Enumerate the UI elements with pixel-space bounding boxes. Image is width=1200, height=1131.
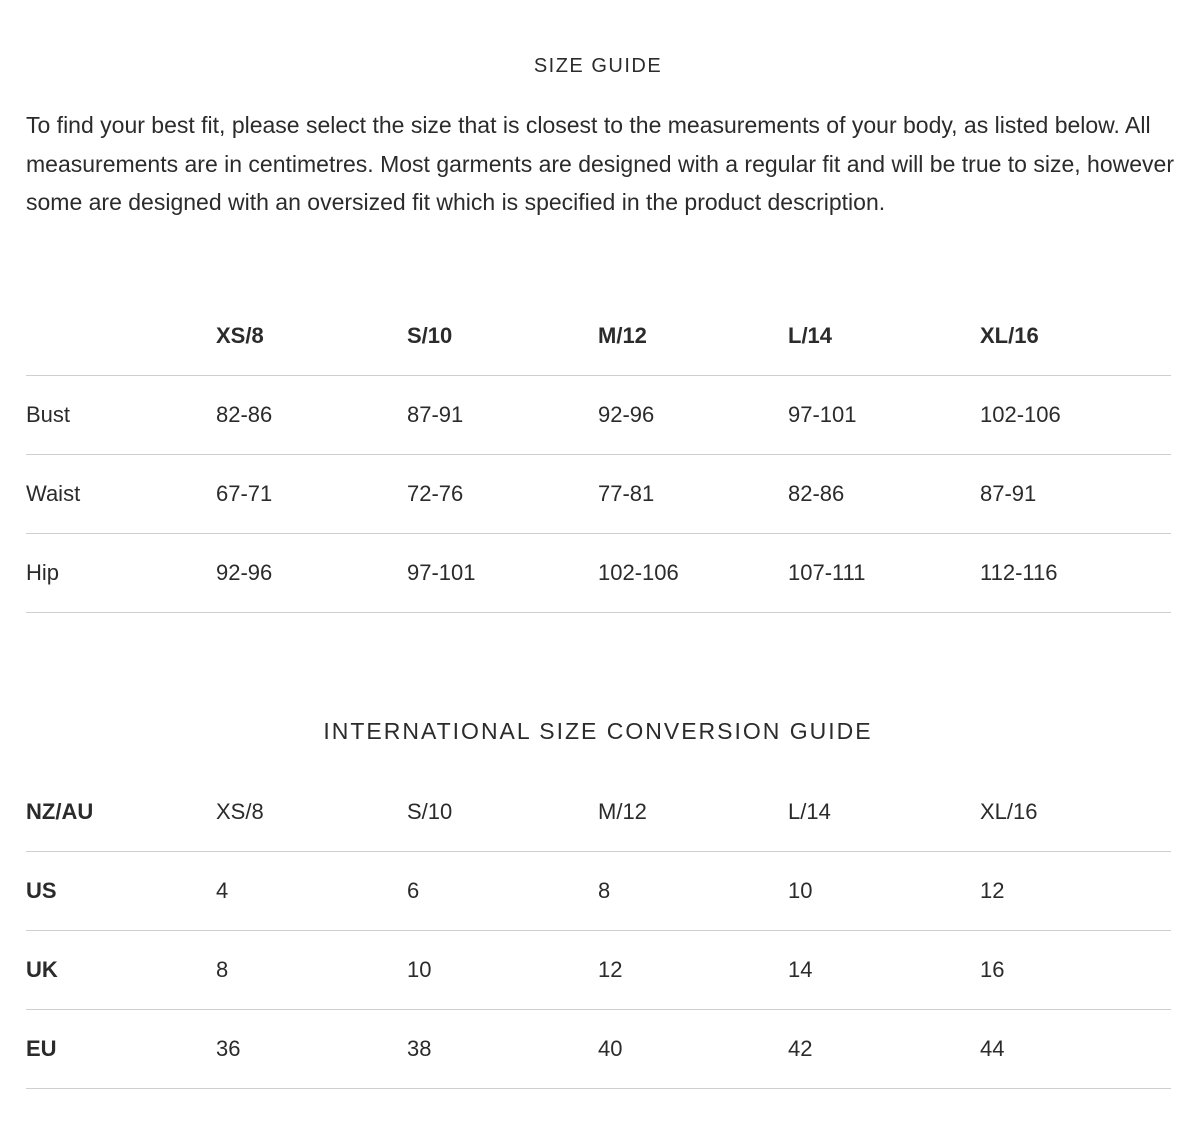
row-label: Waist — [26, 481, 81, 506]
table-cell: 12 — [598, 957, 623, 982]
table-cell: 82-86 — [216, 402, 273, 427]
table-cell: 38 — [407, 1036, 432, 1061]
table-cell: 72-76 — [407, 481, 464, 506]
table-cell: 16 — [980, 957, 1005, 982]
table-cell: XL/16 — [980, 799, 1038, 824]
table-cell: 112-116 — [980, 560, 1058, 585]
conversion-guide-title: INTERNATIONAL SIZE CONVERSION GUIDE — [323, 718, 873, 744]
row-label: US — [26, 878, 57, 903]
table-cell: 107-111 — [788, 560, 866, 585]
table-row-nzau — [26, 773, 1171, 852]
size-guide-intro: To find your best fit, please select the size that is closest to the measurements of your body, as listed below. All measurements are in centimetres. Most garments are designed with a regular fit and will be true to size, however some are designed with an oversized fit which is specified in the product description. — [26, 112, 1174, 215]
table-cell: 8 — [598, 878, 611, 903]
table-row-bust — [26, 376, 1171, 455]
table-cell: 77-81 — [598, 481, 655, 506]
table-cell: 92-96 — [216, 560, 273, 585]
table-cell: 97-101 — [407, 560, 476, 585]
table-cell: 40 — [598, 1036, 623, 1061]
table-row-eu — [26, 1010, 1171, 1089]
table-cell: 4 — [216, 878, 229, 903]
table-cell: 97-101 — [788, 402, 857, 427]
table-cell: 87-91 — [407, 402, 464, 427]
row-label: UK — [26, 957, 58, 982]
header-cell-l14: L/14 — [788, 322, 833, 348]
table-cell: 44 — [980, 1036, 1005, 1061]
table-cell: XS/8 — [216, 799, 264, 824]
table-cell: 14 — [788, 957, 813, 982]
size-guide-title: SIZE GUIDE — [533, 55, 663, 77]
table-cell: 12 — [980, 878, 1005, 903]
table-row-hip — [26, 534, 1171, 613]
row-label: Hip — [26, 560, 60, 585]
header-cell-xs8: XS/8 — [216, 322, 264, 348]
header-cell-m12: M/12 — [598, 322, 647, 348]
table-cell: 8 — [216, 957, 229, 982]
table-cell: 67-71 — [216, 481, 273, 506]
measurements-table — [26, 296, 1171, 613]
row-label: NZ/AU — [26, 799, 94, 824]
table-cell: 10 — [788, 878, 813, 903]
table-cell: 92-96 — [598, 402, 655, 427]
header-cell-xl16: XL/16 — [980, 322, 1039, 348]
table-cell: 87-91 — [980, 481, 1037, 506]
table-cell: 102-106 — [980, 402, 1061, 427]
conversion-table — [26, 773, 1171, 1089]
table-cell: 36 — [216, 1036, 241, 1061]
table-row-us — [26, 852, 1171, 931]
header-cell-s10: S/10 — [407, 322, 453, 348]
table-cell: 10 — [407, 957, 432, 982]
table-row-uk — [26, 931, 1171, 1010]
table-cell: S/10 — [407, 799, 453, 824]
table-row-waist — [26, 455, 1171, 534]
table-cell: 82-86 — [788, 481, 845, 506]
table-cell: 6 — [407, 878, 420, 903]
table-cell: L/14 — [788, 799, 831, 824]
row-label: Bust — [26, 402, 71, 427]
table-cell: 102-106 — [598, 560, 679, 585]
measurements-header-row — [26, 296, 1171, 376]
table-cell: M/12 — [598, 799, 647, 824]
row-label: EU — [26, 1036, 57, 1061]
table-cell: 42 — [788, 1036, 813, 1061]
